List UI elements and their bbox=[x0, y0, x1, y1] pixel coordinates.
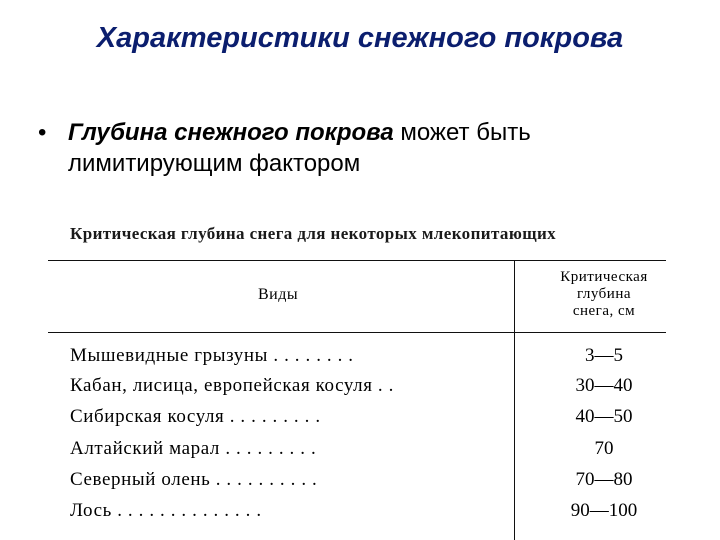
table-row bbox=[48, 375, 688, 405]
table-row bbox=[48, 406, 688, 436]
header-depth-line: снега, см bbox=[572, 303, 636, 319]
species-name: Сибирская косуля . . . . . . . . . bbox=[70, 406, 321, 427]
table-top-rule bbox=[48, 260, 666, 261]
species-name: Лось . . . . . . . . . . . . . . bbox=[70, 500, 262, 521]
species-name: Кабан, лисица, европейская косуля . . bbox=[70, 375, 394, 396]
critical-depth-value: 90—100 bbox=[570, 500, 638, 521]
bullet-marker: • bbox=[38, 119, 47, 146]
table-caption: Критическая глубина снега для некоторых млекопитающих bbox=[70, 224, 557, 243]
critical-depth-value: 70 bbox=[594, 438, 614, 459]
header-critical-depth bbox=[532, 269, 676, 320]
header-depth-line: Критическая bbox=[560, 269, 648, 285]
critical-depth-value: 70—80 bbox=[575, 469, 633, 490]
table-row bbox=[48, 500, 688, 530]
table-row bbox=[48, 438, 688, 468]
scanned-table bbox=[48, 212, 720, 540]
species-name: Алтайский марал . . . . . . . . . bbox=[70, 438, 317, 459]
bullet-text bbox=[68, 117, 668, 179]
table-row bbox=[48, 345, 688, 375]
critical-depth-value: 40—50 bbox=[575, 406, 633, 427]
header-depth-line: глубина bbox=[576, 286, 632, 302]
header-species: Виды bbox=[258, 286, 299, 303]
table-header-rule bbox=[48, 332, 666, 333]
critical-depth-value: 3—5 bbox=[585, 345, 623, 366]
slide-title: Характеристики снежного покрова bbox=[96, 22, 624, 54]
species-name: Мышевидные грызуны . . . . . . . . bbox=[70, 345, 354, 366]
critical-depth-value: 30—40 bbox=[575, 375, 633, 396]
bullet-emphasis: Глубина снежного покрова bbox=[68, 119, 394, 146]
table-row bbox=[48, 469, 688, 499]
bullet-rest: может быть лимитирующим фактором bbox=[68, 119, 531, 177]
species-name: Северный олень . . . . . . . . . . bbox=[70, 469, 318, 490]
